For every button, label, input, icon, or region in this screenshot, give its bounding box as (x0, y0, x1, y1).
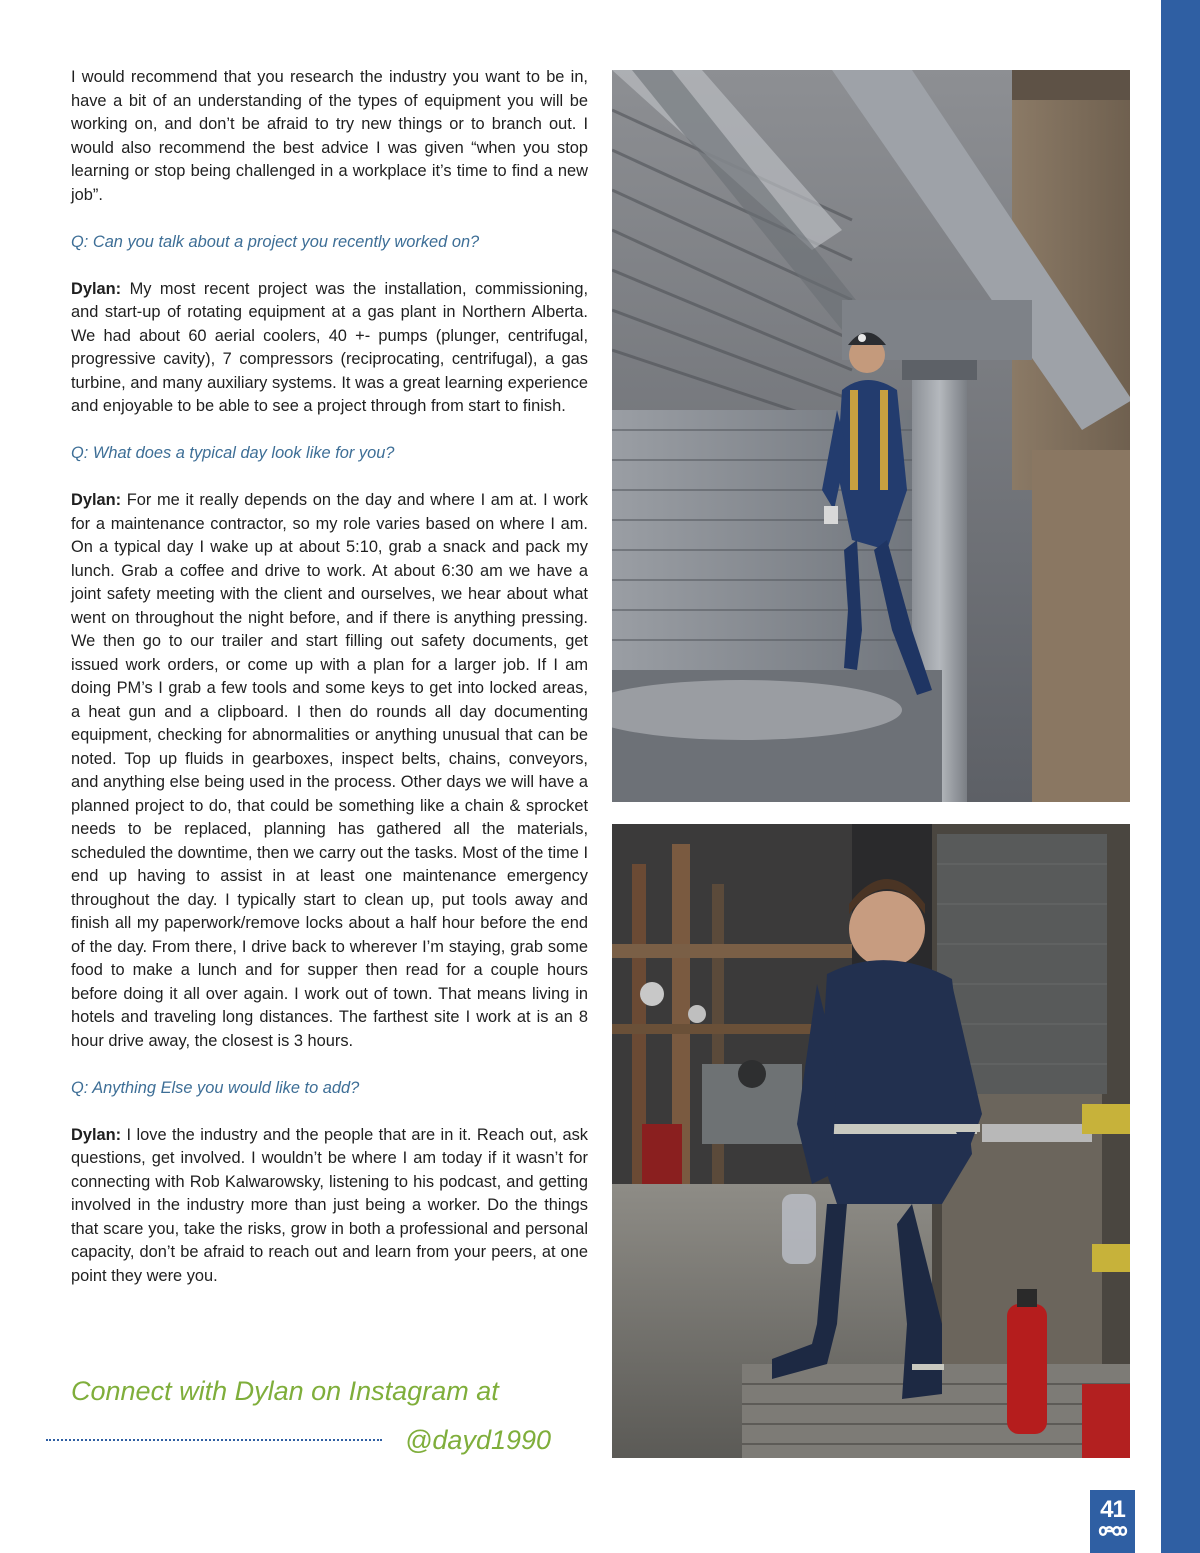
instagram-cta: Connect with Dylan on Instagram at (71, 1376, 499, 1406)
speaker-label: Dylan: (71, 1125, 122, 1144)
answer-3 (71, 1124, 588, 1289)
answer-text: For me it really depends on the day and where I am at. I work for a maintenance contractor, so my role varies based on where I am. On a typical day I wake up at about 5:10, grab a snack and pack my lunch. Grab a coffee and drive to work. At about 6:30 am we have a joint safety meeting with the client and ourselves, we hear about what went on throughout the night before, and if there is anything pressing. We then go to our trailer and start filling out safety documents, get issued work orders, or come up with a plan for a larger job. If I am doing PM’s I grab a few tools and some keys to get into locked areas, a heat gun and a clipboard. I then do rounds all day documenting equipment, checking for abnormalities or anything unusual that can be noted. Top up fluids in gearboxes, inspect belts, chains, conveyors, and anything else being used in the process. Other days we will have a planned project to do, that could be something like a chain & sprocket needs to be replaced, planning has gathered all the materials, scheduled the downtime, then we carry out the tasks. Most of the time I end up having to assist in at least one maintenance emergency throughout the day. I typically start to clean up, put tools away and finish all my paperwork/remove locks about a half hour before the end of the day. From there, I drive back to wherever I’m staying, grab some food to make a lunch and for supper then read for a couple hours before doing it all over again. I work out of town. That means living in hotels and traveling long distances. The farthest site I work at is an 8 hour drive away, the closest is 3 hours. (71, 491, 588, 1050)
answer-text: My most recent project was the installation, commissioning, and start-up of rotating equipment at a gas plant in Northern Alberta. We had about 60 aerial coolers, 40 +- pumps (plunger, centrifugal, progressive cavity), 7 compressors (reciprocating, centrifugal), a gas turbine, and many auxiliary systems. It was a great learning experience and enjoyable to be able to see a project through from start to finish. (71, 279, 588, 415)
infinity-icon (1098, 1523, 1128, 1539)
answer-1 (71, 278, 588, 419)
article-body (71, 66, 588, 1288)
question-2: Q: What does a typical day look like for you? (71, 444, 395, 462)
speaker-label: Dylan: (71, 491, 122, 509)
intro-paragraph: I would recommend that you research the industry you want to be in, have a bit of an understanding of the types of equipment you will be working on, and don’t be afraid to try new things or to branch out. I would also recommend the best advice I was given “when you stop learning or stop being challenged in a workplace it’s time to find a new job”. (71, 68, 588, 204)
page-number: 41 (1100, 1496, 1125, 1523)
dotted-divider (46, 1439, 382, 1441)
photo-worker-climbing (612, 70, 1130, 802)
question-3: Q: Anything Else you would like to add? (71, 1078, 360, 1097)
photo-worker-standing (612, 824, 1130, 1458)
question-1: Q: Can you talk about a project you recently worked on? (71, 232, 480, 251)
page-number-badge (1090, 1490, 1135, 1553)
instagram-handle[interactable]: @dayd1990 (405, 1425, 552, 1455)
answer-text: I love the industry and the people that are in it. Reach out, ask questions, get involved. I wouldn’t be where I am today if it wasn’t for connecting with Rob Kalwarowsky, listening to his podcast, and getting involved in the industry more than just being a worker. Do the things that scare you, take the risks, grow in both a professional and personal capacity, don’t be afraid to reach out and learn from your peers, at one point they were you. (71, 1125, 588, 1285)
speaker-label: Dylan: (71, 279, 122, 298)
side-color-bar (1161, 0, 1200, 1553)
answer-2 (71, 489, 588, 1053)
